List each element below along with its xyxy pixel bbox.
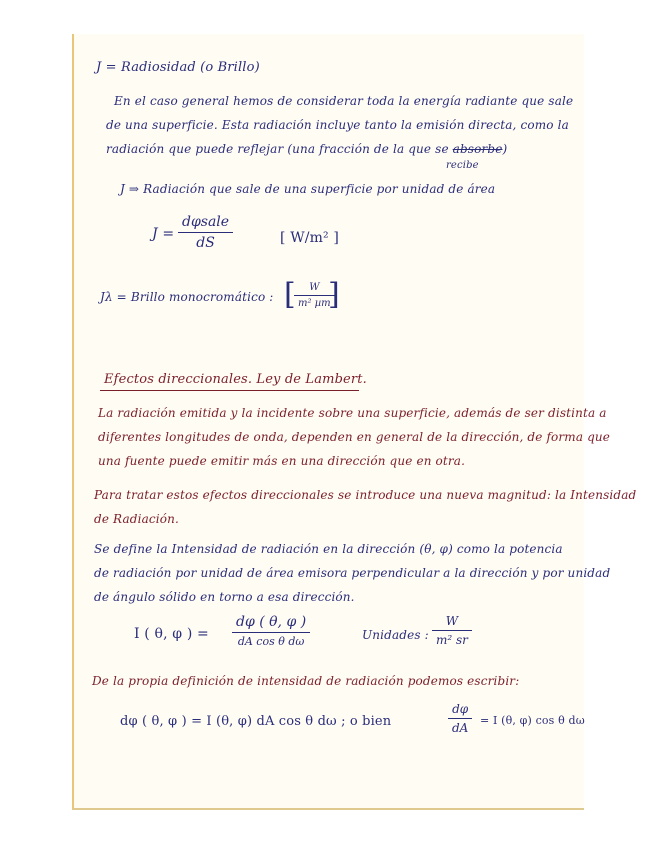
eq3-fraction [448,702,472,735]
eq1-lhs: J = [152,226,175,242]
paragraph-1-line-1: En el caso general hemos de considerar toda la energía radiante que sale [114,94,574,108]
eq2-units-fraction [432,614,472,647]
eq3-part-a: dφ ( θ, φ ) = I (θ, φ) dA cos θ dω ; o bien [120,714,392,729]
closing-paren: ) [502,142,508,156]
eq2-fraction [232,614,310,648]
radiosity-title: J = Radiosidad (o Brillo) [96,60,260,75]
paragraph-4-line-3: de ángulo sólido en torno a esa dirección. [94,590,355,604]
paragraph-5: De la propia definición de intensidad de radiación podemos escribir: [92,674,520,688]
paragraph-1-line-2: de una superficie. Esta radiación incluye tanto la emisión directa, como la [106,118,569,132]
eq1-units: [ W/m² ] [280,230,340,246]
paragraph-2-line-1: La radiación emitida y la incidente sobre una superficie, además de ser distinta a [98,406,607,420]
eq3-denominator: dA [452,721,469,735]
eq1-fraction-bar [178,232,233,233]
eq1-numerator: dφsale [182,214,230,230]
eq2-lhs: I ( θ, φ ) = [134,626,209,642]
paragraph-3-line-1: Para tratar estos efectos direccionales se introduce una nueva magnitud: la Intensidad [94,488,637,502]
eq3-fraction-bar [448,718,472,719]
eq2-units-denominator: m² sr [436,633,468,647]
eq3-part-b: = I (θ, φ) cos θ dω [480,714,585,727]
paragraph-1-line-3-text: radiación que puede reflejar (una fracción de la que se [106,142,449,156]
radiosity-definition: J ⇒ Radiación que sale de una superficie por unidad de área [120,182,496,196]
eq2-denominator: dA cos θ dω [237,635,305,648]
inserted-word: recibe [446,160,479,171]
mono-units-numerator: W [309,282,320,293]
monochromatic-label: Jλ = Brillo monocromático : [100,290,274,304]
paragraph-1-line-3 [106,142,507,156]
eq3-numerator: dφ [452,702,469,716]
mono-units-denominator: m² µm [298,298,331,309]
paragraph-2-line-3: una fuente puede emitir más en una dirección que en otra. [98,454,466,468]
paragraph-3-line-2: de Radiación. [94,512,180,526]
mono-units-left-bracket: [ [284,277,296,312]
eq2-units-numerator: W [445,614,459,628]
struck-word: absorbe [452,142,503,156]
mono-units-right-bracket: ] [328,277,340,312]
heading-underline [100,390,359,391]
eq2-fraction-bar [232,632,310,633]
eq2-units-bar [432,630,472,631]
section-heading: Efectos direccionales. Ley de Lambert. [104,372,367,387]
paragraph-4-line-1: Se define la Intensidad de radiación en la dirección (θ, φ) como la potencia [94,542,563,556]
notebook-page [72,34,637,810]
eq1-fraction [178,214,233,251]
eq2-units-label: Unidades : [362,628,429,642]
eq1-denominator: dS [196,235,215,251]
paragraph-4-line-2: de radiación por unidad de área emisora perpendicular a la dirección y por unidad [94,566,611,580]
eq2-numerator: dφ ( θ, φ ) [236,614,307,630]
paragraph-2-line-2: diferentes longitudes de onda, dependen en general de la dirección, de forma que [98,430,611,444]
